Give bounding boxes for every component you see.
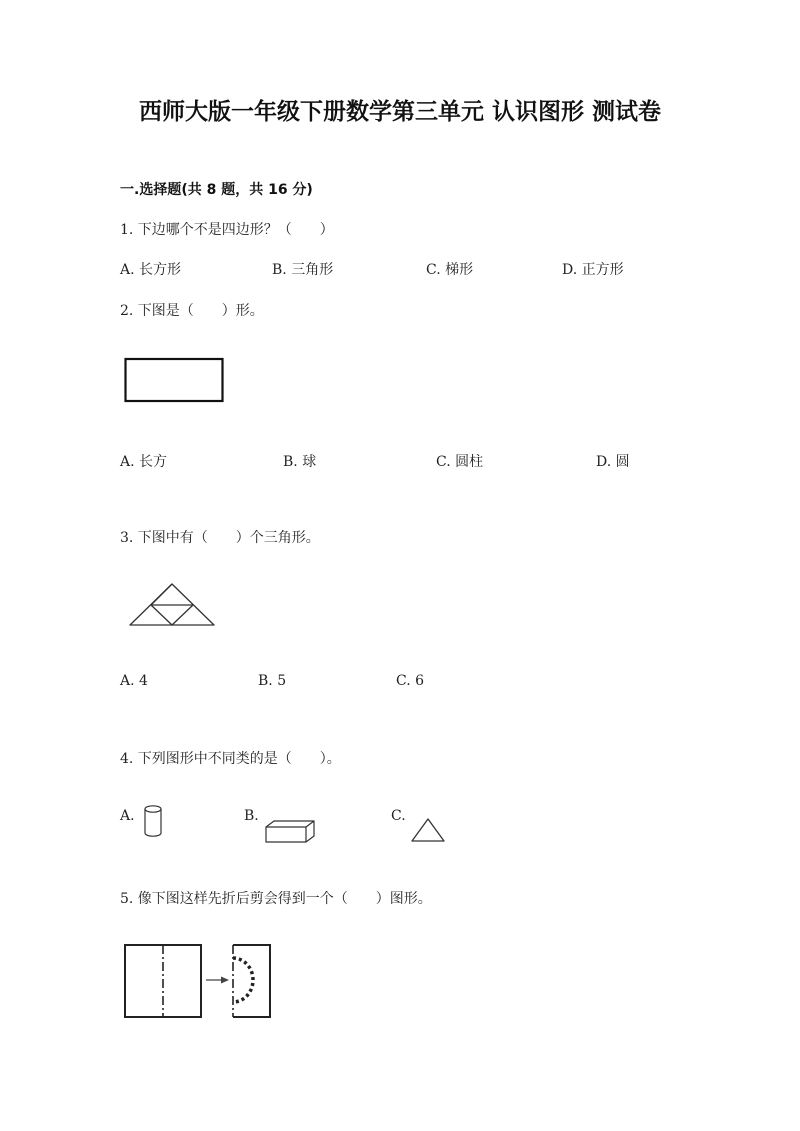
q1-option-d[interactable]: D. 正方形 xyxy=(562,262,624,278)
section-heading: 一.选择题(共 8 题，共 16 分) xyxy=(120,182,313,198)
q4-option-b[interactable]: B. xyxy=(244,808,259,824)
q4-option-a[interactable]: A. xyxy=(120,808,135,824)
q3-option-a[interactable]: A. 4 xyxy=(120,673,148,689)
q1-option-a[interactable]: A. 长方形 xyxy=(120,262,182,278)
q4-option-c[interactable]: C. xyxy=(391,808,406,824)
q1-option-b[interactable]: B. 三角形 xyxy=(272,262,334,278)
fold-cut-figure xyxy=(120,938,280,1024)
triangle-figure xyxy=(408,815,448,845)
rectangle-figure xyxy=(120,354,230,408)
cuboid-figure xyxy=(262,818,318,846)
question-5: 5. 像下图这样先折后剪会得到一个（ ）图形。 xyxy=(120,891,432,907)
q2-option-a[interactable]: A. 长方 xyxy=(120,454,168,470)
cylinder-figure xyxy=(140,802,168,840)
q2-option-d[interactable]: D. 圆 xyxy=(596,454,630,470)
question-2: 2. 下图是（ ）形。 xyxy=(120,303,264,319)
question-1: 1. 下边哪个不是四边形？（ ） xyxy=(120,222,334,238)
triangles-figure xyxy=(125,580,220,632)
q2-option-b[interactable]: B. 球 xyxy=(283,454,317,470)
q3-option-c[interactable]: C. 6 xyxy=(396,673,425,689)
page-title: 西师大版一年级下册数学第三单元 认识图形 测试卷 xyxy=(138,99,661,125)
q1-option-c[interactable]: C. 梯形 xyxy=(426,262,474,278)
question-3: 3. 下图中有（ ）个三角形。 xyxy=(120,530,320,546)
question-4: 4. 下列图形中不同类的是（ ）。 xyxy=(120,751,341,767)
q3-option-b[interactable]: B. 5 xyxy=(258,673,287,689)
q2-option-c[interactable]: C. 圆柱 xyxy=(436,454,484,470)
